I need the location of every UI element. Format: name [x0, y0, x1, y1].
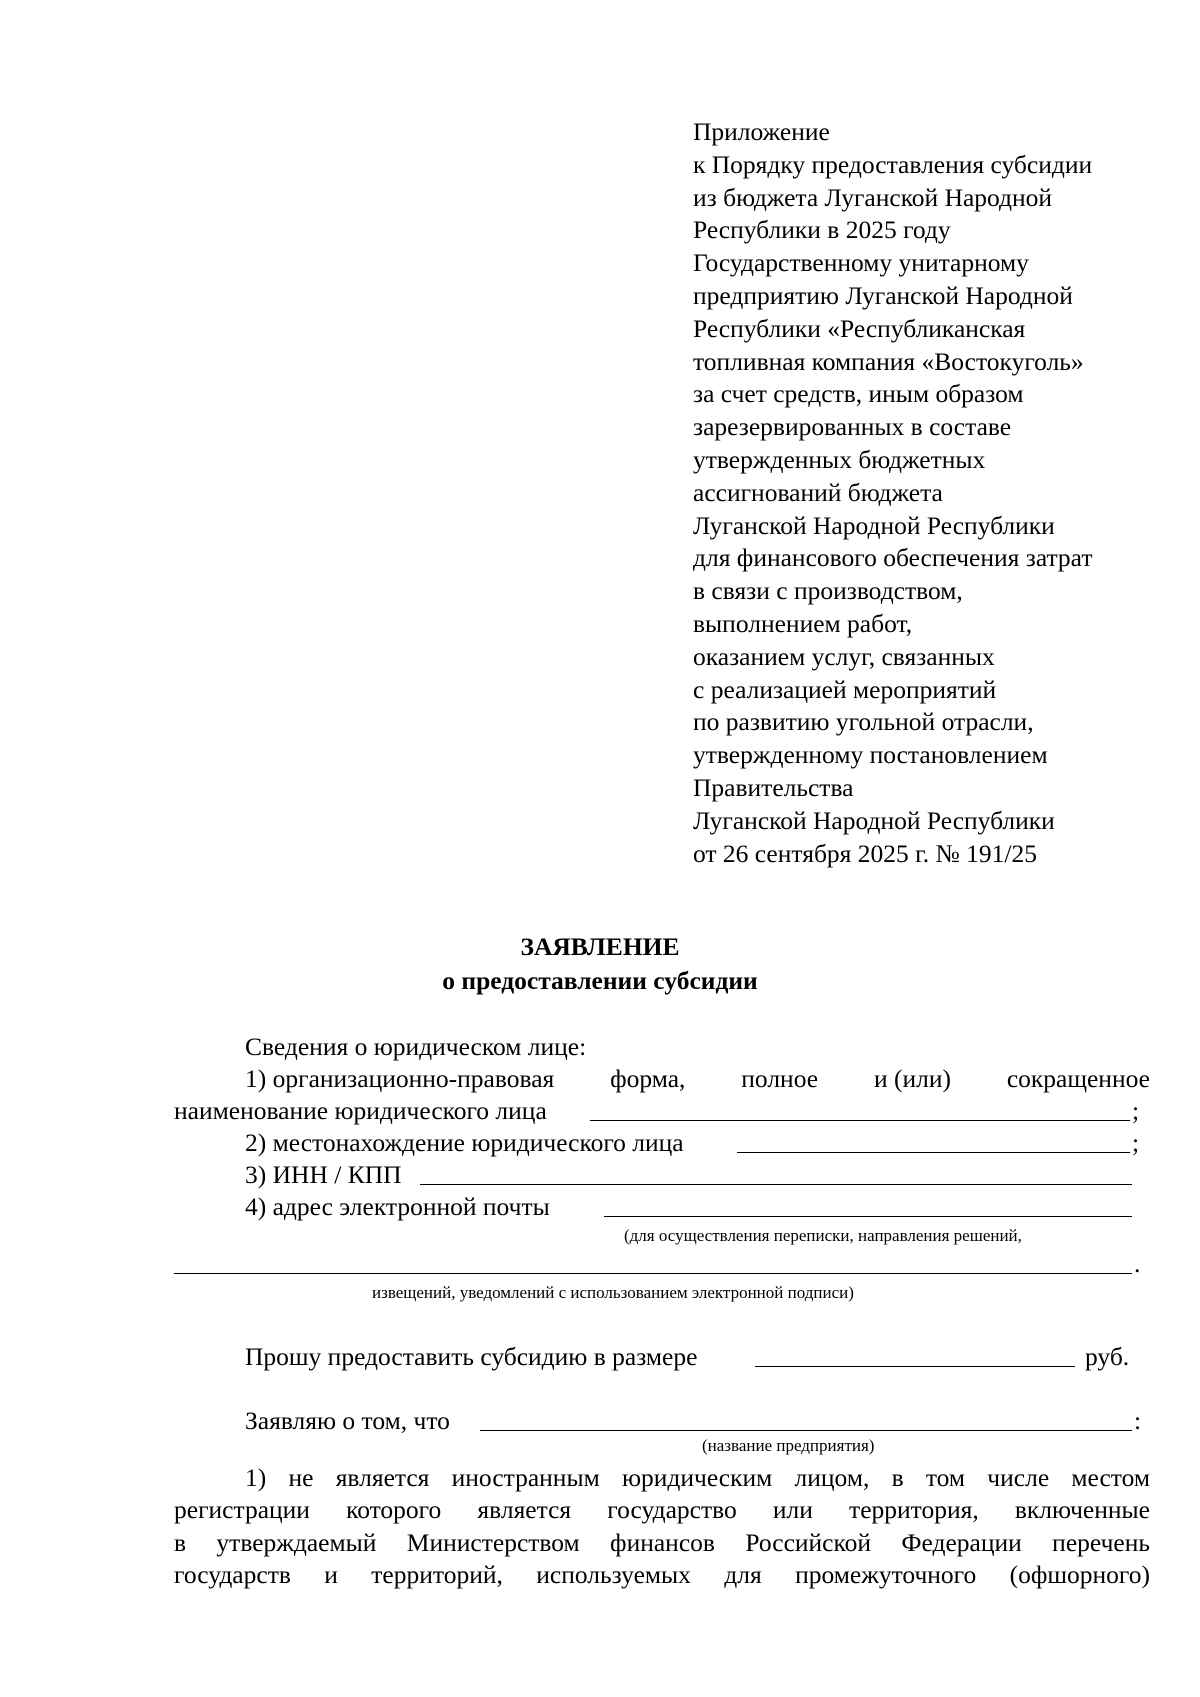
annex-line: предприятию Луганской Народной: [693, 280, 1073, 310]
annex-line: зарезервированных в составе: [693, 412, 1012, 442]
email-hint: (для осуществления переписки, направления решений,: [624, 1226, 1022, 1245]
annex-line: ассигнований бюджета: [693, 477, 943, 507]
declare-end: :: [1134, 1406, 1142, 1435]
clause-line: государств и территорий, используемых для промежуточного (офшорного): [174, 1560, 1150, 1589]
email-hint-cont: извещений, уведомлений с использованием электронной подписи): [372, 1283, 854, 1302]
info-item1-word: и (или): [873, 1064, 951, 1093]
annex-line: от 26 сентября 2025 г. № 191/25: [693, 838, 1038, 868]
info-item2-end: ;: [1132, 1128, 1140, 1157]
document-title: ЗАЯВЛЕНИЕ: [520, 932, 680, 961]
company-name-field[interactable]: [480, 1430, 1132, 1431]
annex-line: оказанием услуг, связанных: [693, 641, 995, 671]
annex-header: [693, 116, 1173, 870]
annex-line: за счет средств, иным образом: [693, 379, 1024, 409]
annex-line: с реализацией мероприятий: [693, 674, 997, 704]
subsidy-amount-field[interactable]: [755, 1366, 1075, 1367]
annex-line: из бюджета Луганской Народной: [693, 182, 1053, 212]
info-item1-cont: наименование юридического лица: [174, 1096, 547, 1125]
info-heading: Сведения о юридическом лице:: [245, 1032, 587, 1061]
request-text: Прошу предоставить субсидию в размере: [245, 1342, 698, 1371]
info-item1-line: [245, 1063, 1150, 1095]
annex-line: Приложение: [693, 117, 830, 146]
annex-line: Государственному унитарному: [693, 248, 1029, 278]
document-subtitle: о предоставлении субсидии: [442, 966, 758, 995]
annex-line: Республики в 2025 году: [693, 215, 951, 245]
info-item1-word: 1) организационно-правовая: [245, 1064, 555, 1093]
info-item2: 2) местонахождение юридического лица: [245, 1128, 684, 1157]
annex-line: утвержденных бюджетных: [693, 444, 986, 474]
info-item4-end: .: [1134, 1249, 1141, 1278]
annex-line: Правительства: [693, 772, 854, 802]
location-field[interactable]: [737, 1152, 1130, 1153]
annex-line: для финансового обеспечения затрат: [693, 543, 1093, 573]
clause-line: в утверждаемый Министерством финансов Российской Федерации перечень: [174, 1528, 1150, 1557]
info-item1-word: форма,: [610, 1064, 686, 1093]
clause-line: регистрации которого является государство или территория, включенные: [174, 1495, 1150, 1524]
clause-line: 1) не является иностранным юридическим лицом, в том числе местом: [245, 1463, 1150, 1492]
annex-line: утвержденному постановлением: [693, 740, 1048, 770]
inn-kpp-field[interactable]: [420, 1184, 1132, 1185]
request-unit: руб.: [1085, 1342, 1130, 1371]
info-item4: 4) адрес электронной почты: [245, 1192, 550, 1221]
info-item1-end: ;: [1132, 1096, 1140, 1125]
annex-line: в связи с производством,: [693, 576, 963, 606]
annex-line: к Порядку предоставления субсидии: [693, 149, 1093, 179]
annex-line: топливная компания «Востокуголь»: [693, 346, 1084, 376]
email-field[interactable]: [604, 1216, 1132, 1217]
info-item3: 3) ИНН / КПП: [245, 1160, 402, 1189]
legal-name-field[interactable]: [590, 1120, 1130, 1121]
annex-line: выполнением работ,: [693, 608, 913, 638]
annex-line: Луганской Народной Республики: [693, 805, 1055, 835]
info-item1-word: сокращенное: [1006, 1064, 1150, 1093]
info-item1-word: полное: [741, 1064, 819, 1093]
annex-line: Республики «Республиканская: [693, 313, 1026, 343]
annex-line: Луганской Народной Республики: [693, 510, 1055, 540]
declare-text: Заявляю о том, что: [245, 1406, 450, 1435]
email-purpose-field[interactable]: [174, 1273, 1132, 1274]
company-name-hint: (название предприятия): [702, 1436, 875, 1455]
annex-line: по развитию угольной отрасли,: [693, 707, 1034, 737]
